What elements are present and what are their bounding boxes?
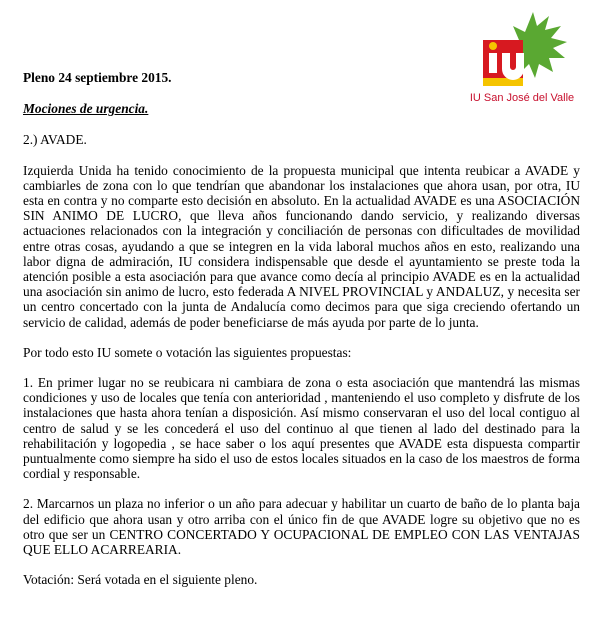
document-subtitle: Mociones de urgencia. bbox=[23, 101, 149, 117]
agenda-item: 2.) AVADE. bbox=[23, 132, 87, 148]
proposal-1: 1. En primer lugar no se reubicara ni cambiara de zona o esta asociación que mantendrá las mismas condiciones y uso de locales que tenía con anterioridad , manteniendo el uso completo y disfrute de los instalaciones que hasta ahora tenían a disposición. Así mismo conservaran el uso del local contiguo al centro de salud y se les concederá el uso del continuo al que tienen al lado del destinado para la rehabilitación y logopedia , se hace saber o los aquí presentes que AVADE esta dispuesta compartir puntualmente como siempre ha sido el uso de estos locales situados en la caso de los maestros de forma cordial y responsable. bbox=[23, 375, 580, 482]
paragraph-intro: Izquierda Unida ha tenido conocimiento de la propuesta municipal que intenta reubicar a AVADE y cambiarles de zona con lo que tendrían que abandonar los instalaciones que ahora usan, por otra, IU esta en contra y no comparte esto decisión en absoluto. En la actualidad AVADE es una ASOCIACIÓN SIN ANIMO DE LUCRO, que lleva años funcionando dando servicio, y realizando diversas actuaciones relacionados con la integración y conciliación de personas con dificultades de movilidad entre otras cosas, ayudando a que se integren en la vida laboral muchos años en esto, realizando una labor digna de admiración, IU considera indispensable que desde el ayuntamiento se preste toda la atención posible a esta asociación para que avance como decía al principio AVADE es en la actualidad una asociación sin animo de lucro, esto federada A NIVEL PROVINCIAL y ANDALUZ, y necesita ser un centro concertado con la junta de Andalucía como decimos para que siga creciendo ofertando un servicio de calidad, además de poder beneficiarse de más ayuda por parte de lo junta. bbox=[23, 162, 580, 330]
document-title: Pleno 24 septiembre 2015. bbox=[23, 70, 172, 85]
logo-caption: IU San José del Valle bbox=[469, 92, 575, 104]
proposal-2: 2. Marcarnos un plaza no inferior o un año para adecuar y habilitar un cuarto de baño de lo planta baja del edificio que ahora usan y otro arriba con el único fin de que AVADE logre su objetivo que no es otro que ser un CENTRO CONCERTADO Y OCUPACIONAL DE EMPLEO CON LAS VENTAJAS QUE ELLO ACARREARIA. bbox=[23, 496, 580, 558]
document-body bbox=[23, 70, 580, 587]
paragraph-proposals-lead: Por todo esto IU somete o votación las siguientes propuestas: bbox=[23, 344, 352, 360]
vote-note: Votación: Será votada en el siguiente pleno. bbox=[23, 572, 258, 588]
